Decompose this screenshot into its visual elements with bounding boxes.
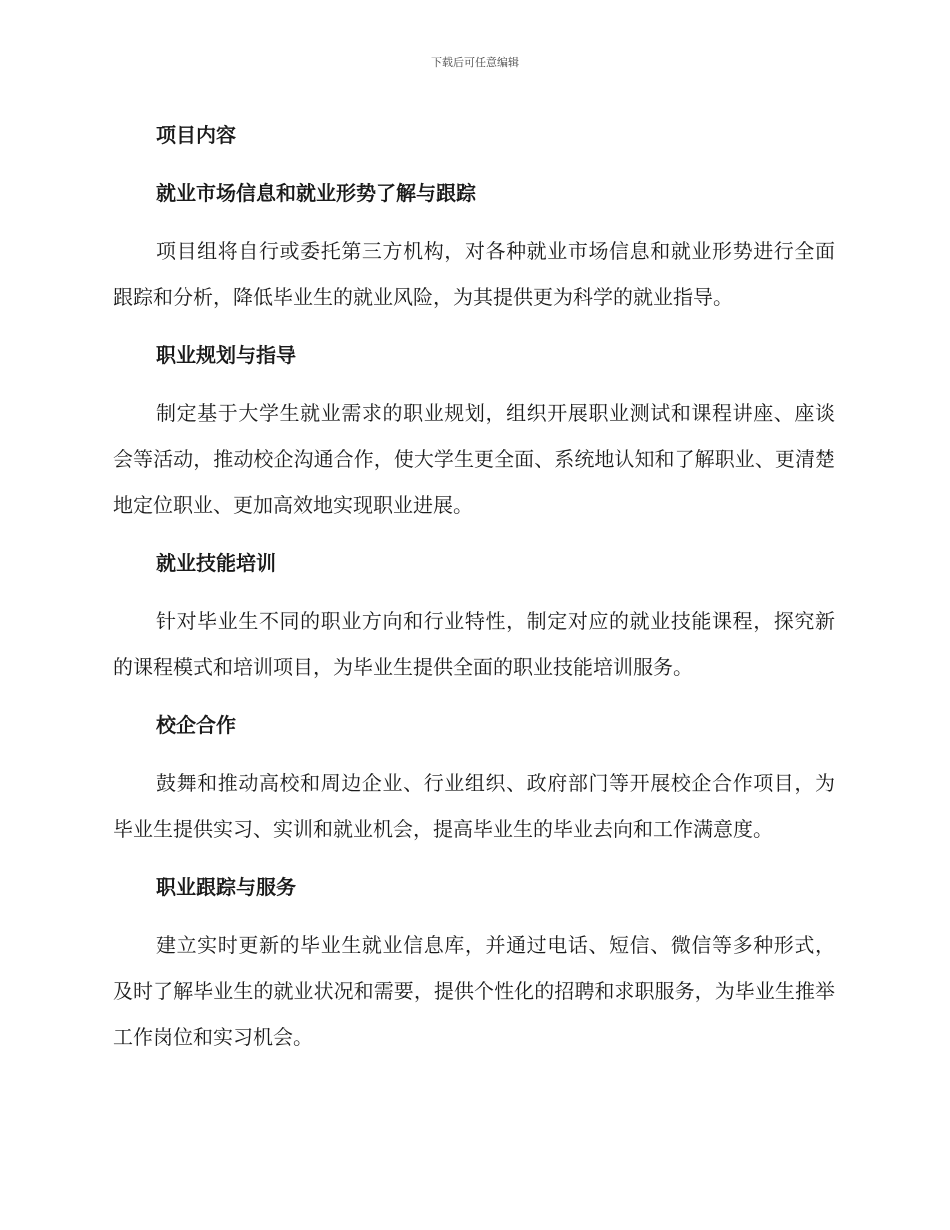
section-paragraph: 建立实时更新的毕业生就业信息库，并通过电话、短信、微信等多种形式，及时了解毕业生的就业状况和需要，提供个性化的招聘和求职服务，为毕业生推举工作岗位和实习机会。 [113,933,835,1049]
page-header: 下载后可任意编辑 [431,56,519,69]
section-heading: 就业技能培训 [156,551,276,575]
section-title: 项目内容 [156,123,236,147]
section-paragraph: 针对毕业生不同的职业方向和行业特性，制定对应的就业技能课程，探究新的课程模式和培训项目，为毕业生提供全面的职业技能培训服务。 [113,609,835,679]
section-paragraph: 项目组将自行或委托第三方机构，对各种就业市场信息和就业形势进行全面跟踪和分析，降低毕业生的就业风险，为其提供更为科学的就业指导。 [113,239,835,309]
section-heading: 职业规划与指导 [156,343,296,367]
document-body [113,112,835,1072]
section-heading: 校企合作 [156,713,236,737]
section-paragraph: 制定基于大学生就业需求的职业规划，组织开展职业测试和课程讲座、座谈会等活动，推动校企沟通合作，使大学生更全面、系统地认知和了解职业、更清楚地定位职业、更加高效地实现职业进展。 [113,401,835,517]
section-heading: 就业市场信息和就业形势了解与跟踪 [156,181,476,205]
section-heading: 职业跟踪与服务 [156,875,296,899]
section-paragraph: 鼓舞和推动高校和周边企业、行业组织、政府部门等开展校企合作项目，为毕业生提供实习、实训和就业机会，提高毕业生的毕业去向和工作满意度。 [113,771,835,841]
